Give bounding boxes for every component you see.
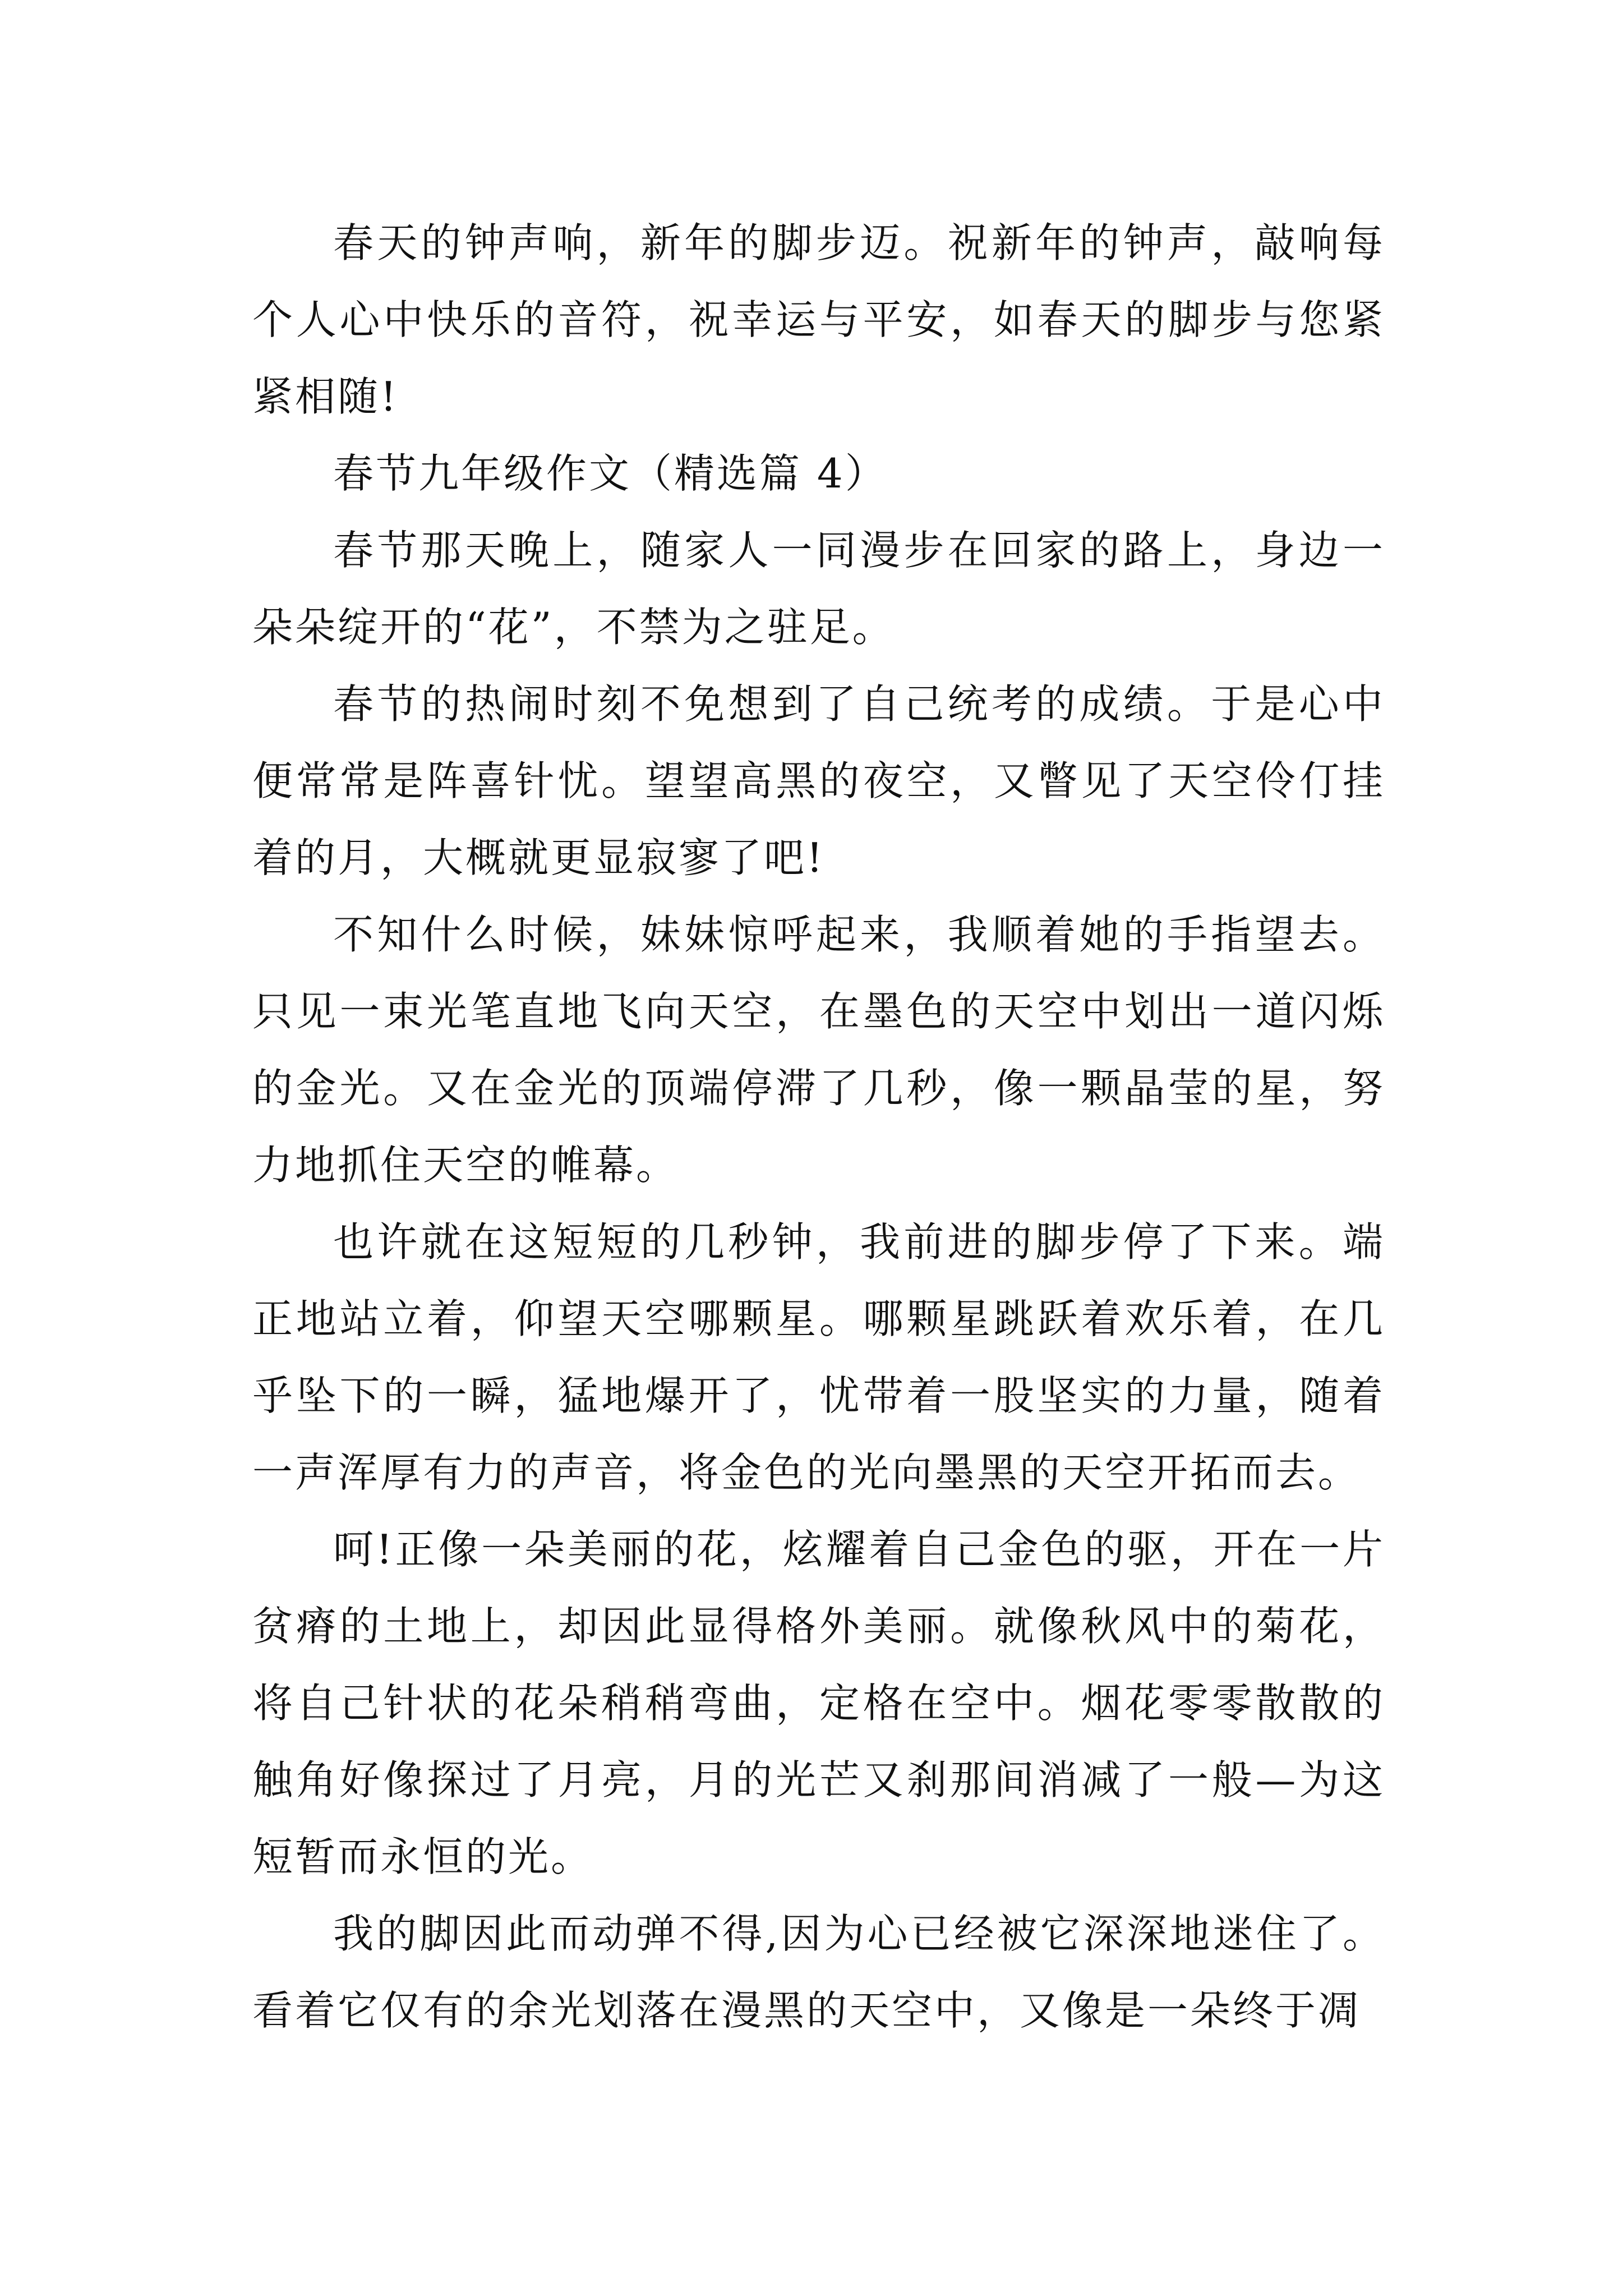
- paragraph-new-year-wishes: 春天的钟声响，新年的脚步迈。祝新年的钟声，敲响每个人心中快乐的音符，祝幸运与平安，如春天的脚步与您紧紧相随!: [252, 219, 1385, 420]
- paragraph-walking-home: 春节那天晚上，随家人一同漫步在回家的路上，身边一朵朵绽开的“花”，不禁为之驻足。: [252, 527, 1385, 651]
- paragraph-stopped-steps: 也许就在这短短的几秒钟，我前进的脚步停了下来。端正地站立着，仰望天空哪颗星。哪颗星跳跃着欢乐着，在几乎坠下的一瞬，猛地爆开了，忧带着一股坚实的力量，随着一声浑厚有力的声音，将金色的光向墨黑的天空开拓而去。: [252, 1218, 1385, 1496]
- document-body: [252, 205, 1385, 2049]
- section-heading: 春节九年级作文（精选篇 4）: [333, 450, 888, 497]
- paragraph-sister-exclaims: 不知什么时候，妹妹惊呼起来，我顺着她的手指望去。只见一束光笔直地飞向天空，在墨色的天空中划出一道闪烁的金光。又在金光的顶端停滞了几秒，像一颗晶莹的星，努力地抓住天空的帷幕。: [252, 911, 1385, 1189]
- paragraph-exam-thoughts: 春节的热闹时刻不免想到了自己统考的成绩。于是心中便常常是阵喜针忧。望望高黑的夜空，又瞥见了天空伶仃挂着的月，大概就更显寂寥了吧!: [252, 680, 1385, 881]
- paragraph-fascinated: 我的脚因此而动弹不得,因为心已经被它深深地迷住了。看着它仅有的余光划落在漫黑的天空中，又像是一朵终于凋: [252, 1910, 1385, 2034]
- paragraph-firework-flower: 呵!正像一朵美丽的花，炫耀着自己金色的驱，开在一片贫瘠的土地上，却因此显得格外美丽。就像秋风中的菊花，将自己针状的花朵稍稍弯曲，定格在空中。烟花零零散散的触角好像探过了月亮，月的光芒又刹那间消减了一般—为这短暂而永恒的光。: [252, 1526, 1385, 1880]
